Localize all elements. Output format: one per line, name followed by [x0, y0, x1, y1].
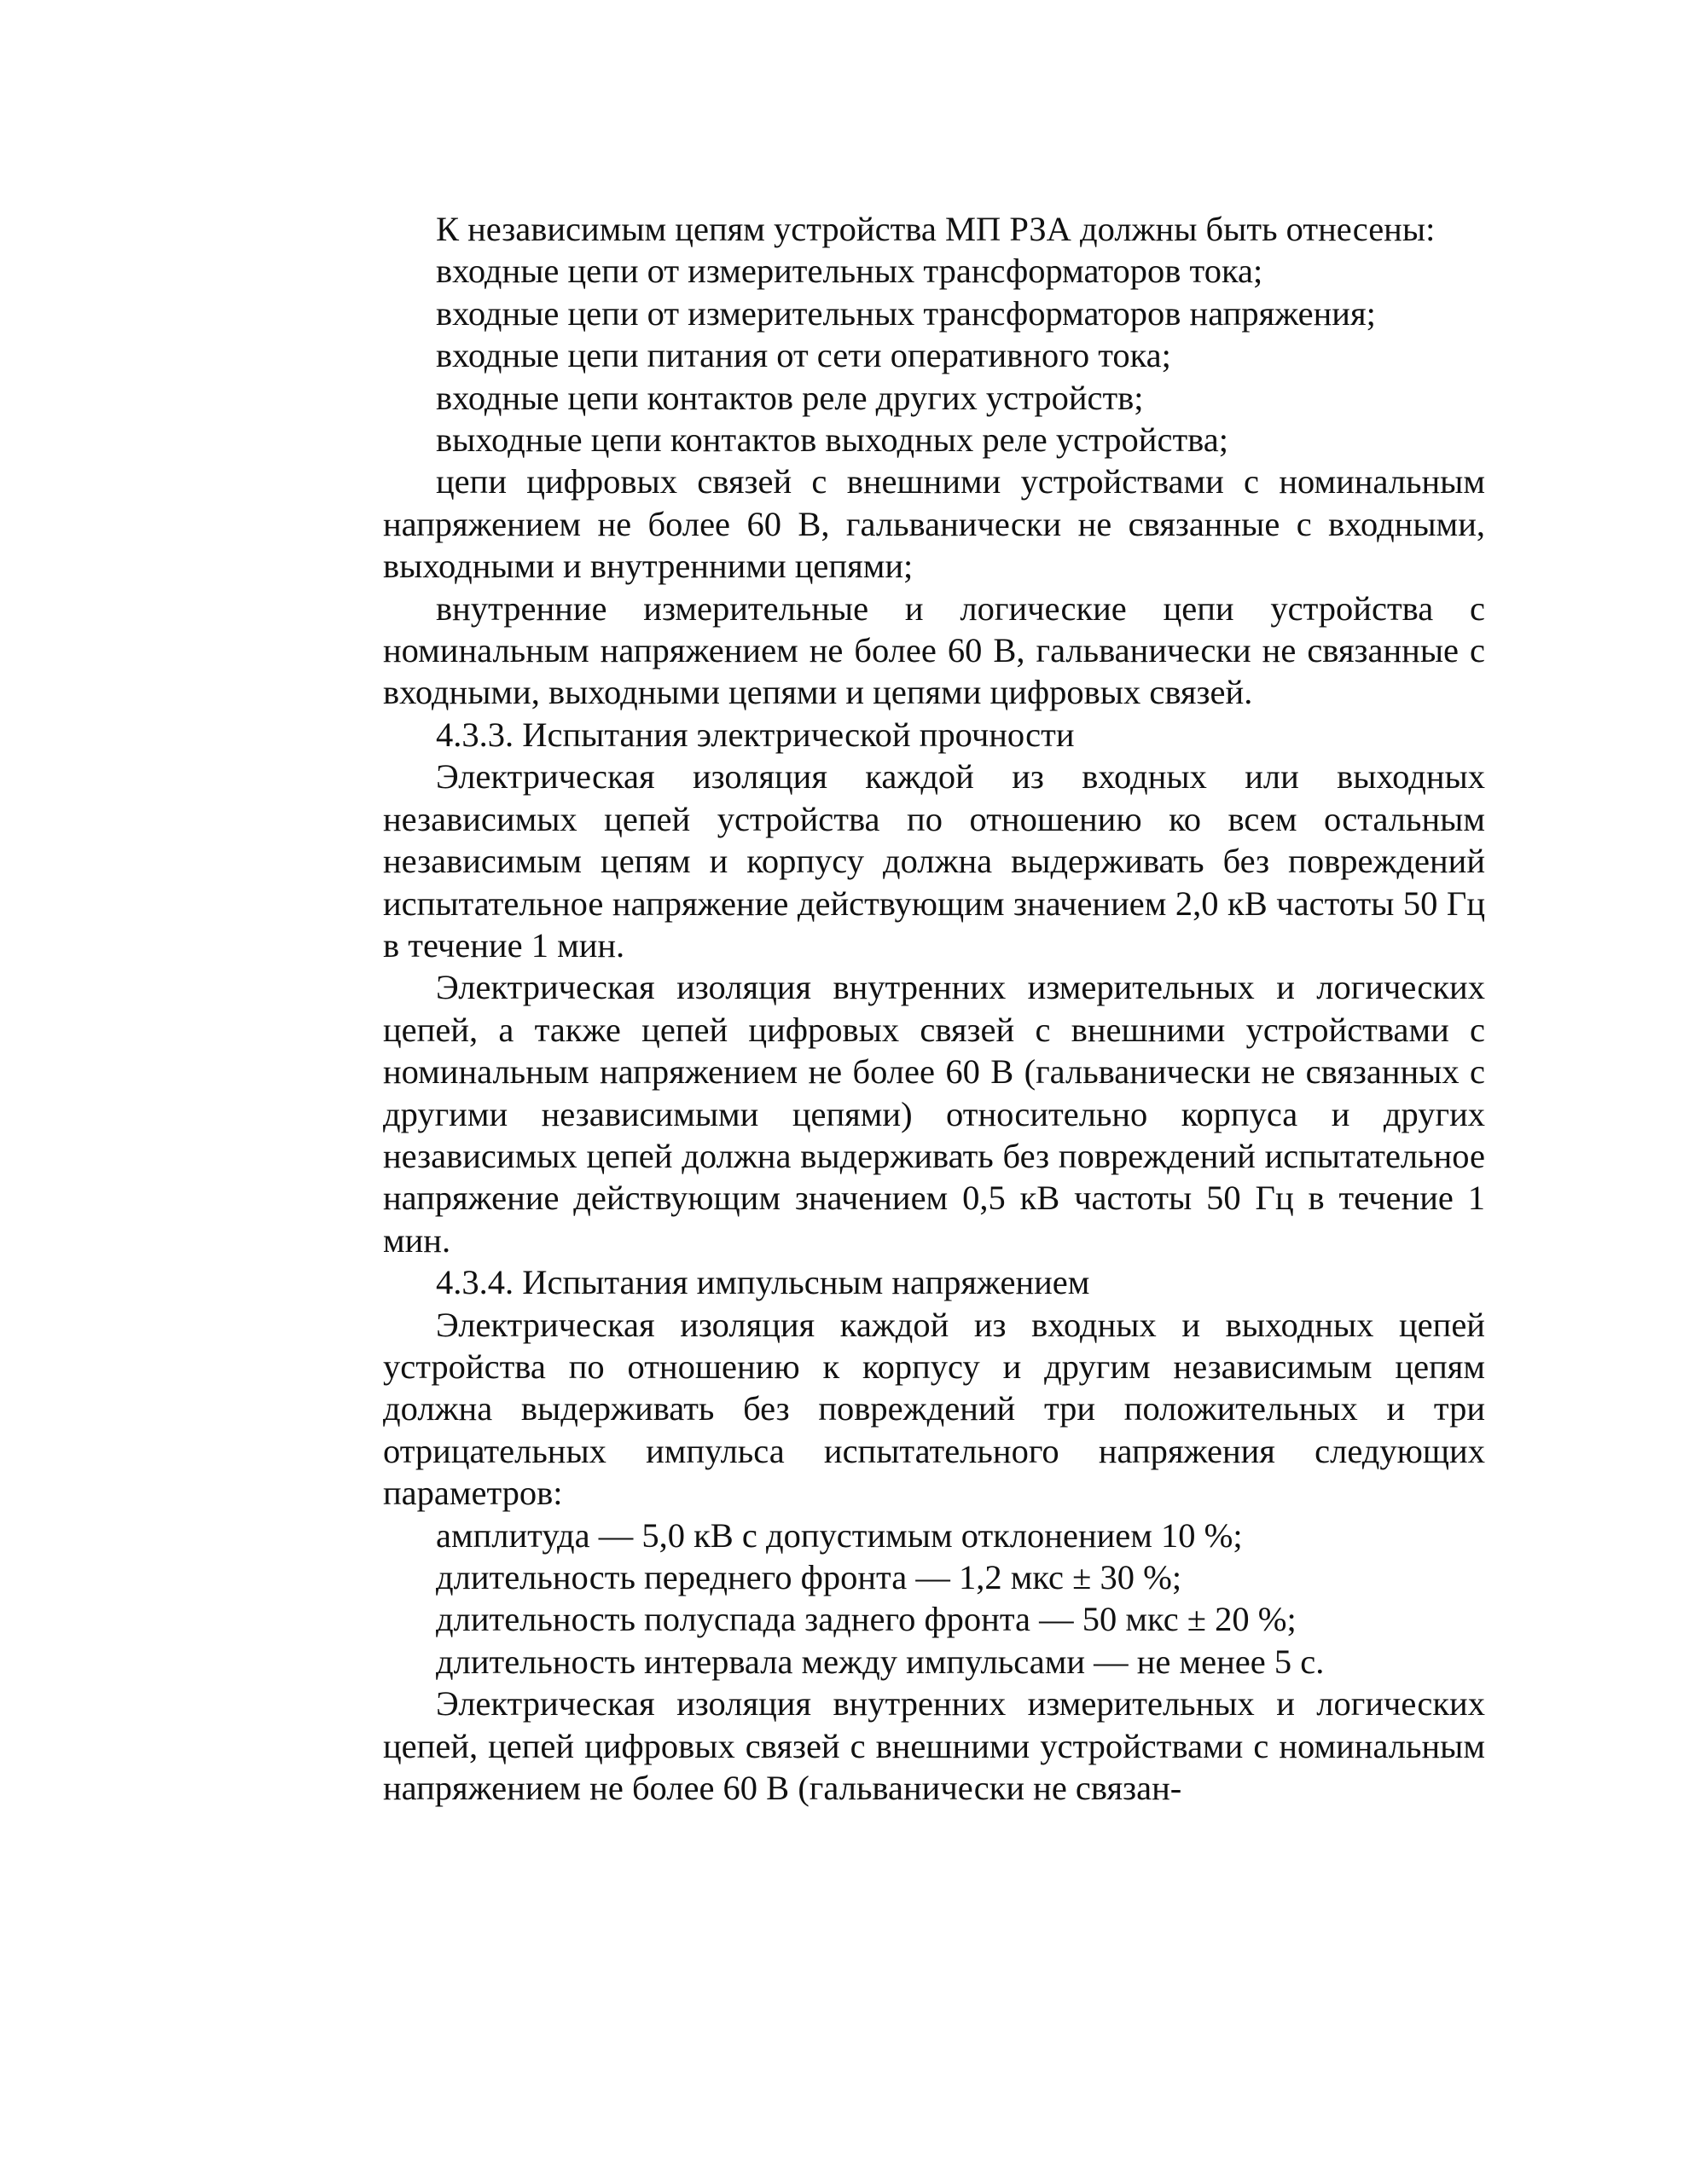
paragraph-digital-links: цепи цифровых связей с внешними устройствами с номинальным напряжением не более 60 В, гальванически не связанные с входными, выходными и внутренними цепями; — [383, 462, 1485, 586]
paragraph-impulse-test: Электрическая изоляция каждой из входных и выходных цепей устройства по отношению к корпусу и другим независимым цепям должна выдерживать без повреждений три положительных и три отрицательных импульса испытательного напряжения следующих параметров: — [383, 1305, 1485, 1513]
list-item-half-decay: длительность полуспада заднего фронта — 50 мкс ± 20 %; — [436, 1600, 1297, 1639]
list-item-output-relays: выходные цепи контактов выходных реле устройства; — [436, 420, 1228, 460]
section-heading-4-3-4: 4.3.4. Испытания импульсным напряжением — [436, 1263, 1090, 1302]
list-item-current-ct: входные цепи от измерительных трансформаторов тока; — [436, 252, 1263, 291]
list-item-amplitude: амплитуда — 5,0 кВ с допустимым отклонением 10 %; — [436, 1515, 1243, 1555]
section-heading-4-3-3: 4.3.3. Испытания электрической прочности — [436, 715, 1075, 754]
paragraph-internal-impulse: Электрическая изоляция внутренних измерительных и логических цепей, цепей цифровых связей с внешними устройствами с номинальным напряжением не более 60 В (гальванически не связан- — [383, 1684, 1485, 1808]
paragraph-intro: К независимым цепям устройства МП РЗА должны быть отнесены: — [436, 210, 1436, 248]
list-item-relay-contacts: входные цепи контактов реле других устройств; — [436, 378, 1144, 417]
paragraph-internal-circuits: внутренние измерительные и логические цепи устройства с номинальным напряжением не более 60 В, гальванически не связанные с входными, выходными цепями и цепями цифровых связей. — [383, 588, 1485, 712]
list-item-voltage-vt: входные цепи от измерительных трансформаторов напряжения; — [436, 293, 1376, 333]
list-item-power-supply: входные цепи питания от сети оперативного тока; — [436, 336, 1171, 375]
list-item-interval: длительность интервала между импульсами — не менее 5 с. — [436, 1642, 1325, 1681]
document-page — [383, 208, 1485, 1809]
list-item-front-duration: длительность переднего фронта — 1,2 мкс ± 30 %; — [436, 1558, 1182, 1596]
paragraph-insulation-2kv: Электрическая изоляция каждой из входных или выходных независимых цепей устройства по отношению ко всем остальным независимым цепям и корпусу должна выдерживать без повреждений испытательное напряжение действующим значением 2,0 кВ частоты 50 Гц в течение 1 мин. — [383, 757, 1485, 965]
paragraph-insulation-0-5kv: Электрическая изоляция внутренних измерительных и логических цепей, а также цепей цифровых связей с внешними устройствами с номинальным напряжением не более 60 В (гальванически не связанных с другими независимыми цепями) относительно корпуса и других независимых цепей должна выдерживать без повреждений испытательное напряжение действующим значением 0,5 кВ частоты 50 Гц в течение 1 мин. — [383, 968, 1485, 1260]
